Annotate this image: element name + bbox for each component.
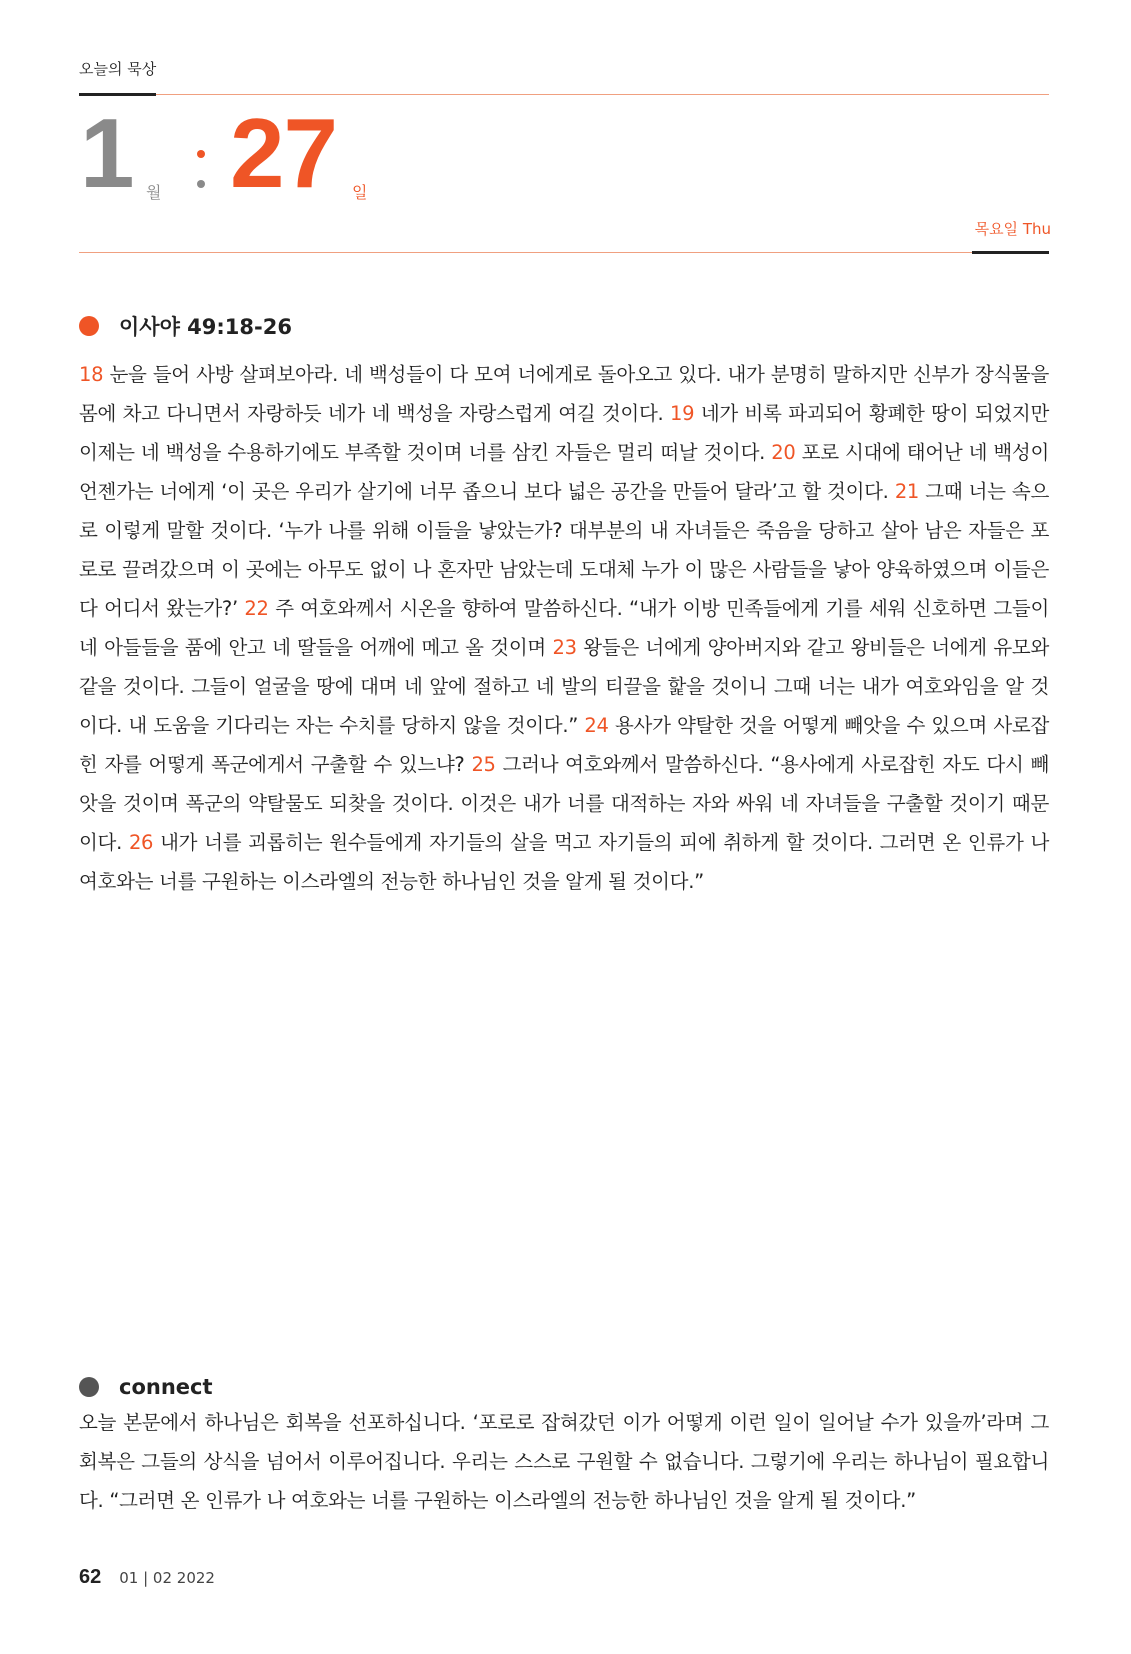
verse-text: 용사가 약탈한 것을 어떻게 빼앗을 수 있으며 사로잡힌 자를 어떻게 폭군에게서 구출할 수 있느냐? <box>79 714 1049 776</box>
colon-dot-bottom <box>197 180 205 188</box>
verse-number: 20 <box>771 441 796 464</box>
verse-text: 왕들은 너에게 양아버지와 같고 왕비들은 너에게 유모와 같을 것이다. 그들이 얼굴을 땅에 대며 네 앞에 절하고 네 발의 티끌을 핥을 것이니 그때 너는 내가 여호와임을 알 것이다. 내 도움을 기다리는 자는 수치를 당하지 않을 것이다.” <box>79 636 1049 737</box>
top-rule-light <box>156 94 1049 95</box>
month-number: 1 <box>80 98 133 208</box>
verse-text: 그때 너는 속으로 이렇게 말할 것이다. ‘누가 나를 위해 이들을 낳았는가? 대부분의 내 자녀들은 죽음을 당하고 살아 남은 자들은 포로로 끌려갔으며 이 곳에는 아무도 없이 나 혼자만 남았는데 도대체 누가 이 많은 사람들을 낳아 양육하였으며 이들은 다 어디서 왔는가?’ <box>79 480 1049 620</box>
connect-heading <box>79 1375 213 1399</box>
gray-bullet-icon <box>79 1377 99 1397</box>
verse-number: 21 <box>894 480 920 503</box>
scripture-reference: 이사야 49:18-26 <box>119 315 292 339</box>
issue-date: 01 | 02 2022 <box>119 1569 215 1587</box>
section-label: 오늘의 묵상 <box>79 60 157 78</box>
verse-text: 포로 시대에 태어난 네 백성이 언젠가는 너에게 ‘이 곳은 우리가 살기에 너무 좁으니 보다 넓은 공간을 만들어 달라’고 할 것이다. <box>79 441 1050 503</box>
connect-body: 오늘 본문에서 하나님은 회복을 선포하십니다. ‘포로로 잡혀갔던 이가 어떻게 이런 일이 일어날 수가 있을까’라며 그 회복은 그들의 상식을 넘어서 이루어집니다. 우리는 스스로 구원할 수 없습니다. 그렇기에 우리는 하나님이 필요합니다. “그러면 온 인류가 나 여호와는 너를 구원하는 이스라엘의 전능한 하나님인 것을 알게 될 것이다.” <box>79 1411 1049 1512</box>
day-suffix: 일 <box>352 183 368 202</box>
mid-rule-light <box>79 252 972 253</box>
weekday: 목요일 Thu <box>974 220 1051 238</box>
page-number: 62 <box>79 1566 102 1588</box>
verse-number: 26 <box>128 831 154 854</box>
verse-text: 내가 너를 괴롭히는 원수들에게 자기들의 살을 먹고 자기들의 피에 취하게 할 것이다. 그러면 온 인류가 나 여호와는 너를 구원하는 이스라엘의 전능한 하나님인 것을 알게 될 것이다.” <box>79 831 1049 893</box>
verse-number: 23 <box>552 636 577 659</box>
verse-text: 주 여호와께서 시온을 향하여 말씀하신다. “내가 이방 민족들에게 기를 세워 신호하면 그들이 네 아들들을 품에 안고 네 딸들을 어깨에 메고 올 것이며 <box>79 597 1049 659</box>
mid-rule-dark <box>972 251 1049 254</box>
verse-number: 22 <box>244 597 269 620</box>
verse-number: 25 <box>471 753 496 776</box>
top-rule-dark <box>79 93 156 96</box>
verse-text: 그러나 여호와께서 말씀하신다. “용사에게 사로잡힌 자도 다시 빼앗을 것이며 폭군의 약탈물도 되찾을 것이다. 이것은 내가 너를 대적하는 자와 싸워 네 자녀들을 구출할 것이기 때문이다. <box>79 753 1049 854</box>
verse-text: 네가 비록 파괴되어 황폐한 땅이 되었지만 이제는 네 백성을 수용하기에도 부족할 것이며 너를 삼킨 자들은 멀리 떠날 것이다. <box>79 402 1050 464</box>
verse-text: 눈을 들어 사방 살펴보아라. 네 백성들이 다 모여 너에게로 돌아오고 있다. 내가 분명히 말하지만 신부가 장식물을 몸에 차고 다니면서 자랑하듯 네가 네 백성을 자랑스럽게 여길 것이다. <box>79 363 1049 425</box>
connect-title: connect <box>119 1375 213 1399</box>
colon-dot-top <box>197 150 205 158</box>
month-suffix: 월 <box>146 183 162 202</box>
scripture-heading <box>79 311 292 341</box>
verse-number: 19 <box>670 402 695 425</box>
orange-bullet-icon <box>79 316 99 336</box>
verse-number: 18 <box>79 363 104 386</box>
scripture-body <box>79 355 1049 901</box>
footer <box>79 1566 215 1589</box>
verse-number: 24 <box>584 714 609 737</box>
day-number: 27 <box>230 98 338 208</box>
